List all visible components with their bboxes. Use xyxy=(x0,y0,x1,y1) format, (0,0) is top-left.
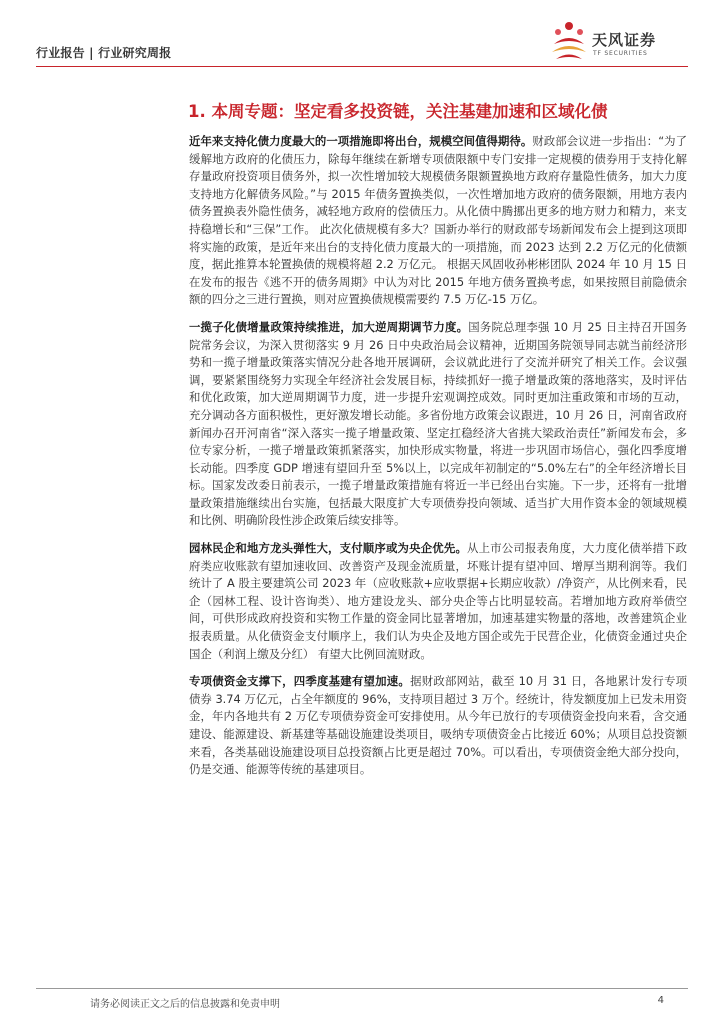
paragraph xyxy=(189,540,687,663)
paragraph-lead: 近年来支持化债力度最大的一项措施即将出台，规模空间值得期待。 xyxy=(189,134,533,148)
report-category: 行业报告 | 行业研究周报 xyxy=(36,46,172,60)
logo-name-en: TF SECURITIES xyxy=(593,50,648,57)
paragraph-lead: 园林民企和地方龙头弹性大，支付顺序或为央企优先。 xyxy=(189,541,468,556)
paragraph-lead: 专项债资金支撑下，四季度基建有望加速。 xyxy=(189,674,411,689)
paragraph xyxy=(189,673,687,779)
paragraph xyxy=(189,133,687,309)
page-number: 4 xyxy=(657,995,664,1006)
paragraph-body: 财政部会议进一步指出：“为了缓解地方政府的化债压力，除每年继续在新增专项债限额中专门安排一定规模的债券用于支持化解存量政府投资项目债务外，拟一次性增加较大规模债务限额置换地方政府存量隐性债务，加大力度支持地方化解债务风险。”与 2015 年债务置换类似，一次性增加地方政府的债务限额，用地方表内债务置换表外隐性债务，减轻地方政府的偿债压力。从化债中腾挪出更多的地方财力和精力，来支持稳增长和“三保”工作。 此次化债规模有多大？国新办举行的财政部专场新闻发布会上提到这项即将实施的政策，是近年来出台的支持化债力度最大的一项措施，而 2023 达到 2.2 万亿元的化债额度，据此推算本轮置换债的规模将超 2.2 万亿元。 根据天风固收孙彬彬团队 2024 年 10 月 15 日在发布的报告《逃不开的债务周期》中认为对比 2015 年地方债务置换考虑，如果按照目前隐债余额的四分之三进行置换，则对应置换债规模需要约 7.5 万亿-15 万亿。 xyxy=(189,134,687,307)
section-title: 1. 本周专题：坚定看多投资链，关注基建加速和区域化债 xyxy=(188,102,608,121)
footer-divider xyxy=(36,988,688,989)
paragraph-body: 据财政部网站，截至 10 月 31 日，各地累计发行专项债券 3.74 万亿元，占全年额度的 96%，支持项目超过 3 万个。经统计，待发额度加上已发未用资金，年内各地共有 2 万亿专项债券资金可安排使用。从今年已放行的专项债资金投向来看，含交通建设、能源建设、新基建等基础设施建设类项目，吸纳专项债资金占比接近 60%；从项目总投资额来看，各类基础设施建设项目总投资额占比更是超过 70%。可以看出，专项债资金绝大部分投向，仍是交通、能源等传统的基建项目。 xyxy=(189,674,687,777)
logo-emblem-icon xyxy=(548,18,590,64)
footer-disclaimer: 请务必阅读正文之后的信息披露和免责申明 xyxy=(90,999,280,1010)
paragraph xyxy=(189,319,687,530)
report-body xyxy=(189,133,687,789)
paragraph-body: 从上市公司报表角度，大力度化债举措下政府类应收账款有望加速收回、改善资产及现金流质量，坏账计提有望冲回、增厚当期利润等。我们统计了 A 股主要建筑公司 2023 年（应收账款+应收票据+长期应收款）/净资产，从比例来看，民企（园林工程、设计咨询类）、地方建设龙头、部分央企等占比明显较高。若增加地方政府举债空间，可供形成政府投资和实物工作量的资金同比显著增加，加速基建实物量的落地，改善建筑企业报表质量。从化债资金支付顺序上，我们认为央企及地方国企或先于民营企业，化债资金通过央企国企（利润上缴及分红） 有望大比例回流财政。 xyxy=(189,541,687,661)
paragraph-lead: 一揽子化债增量政策持续推进，加大逆周期调节力度。 xyxy=(189,319,469,334)
company-logo xyxy=(548,18,688,64)
paragraph-body: 国务院总理李强 10 月 25 日主持召开国务院常务会议，为深入贯彻落实 9 月 26 日中央政治局会议精神，近期国务院领导同志就当前经济形势和一揽子增量政策落实情况分赴各地开展调研，会议就此进行了交流并研究了相关工作。会议强调，要紧紧围绕努力实现全年经济社会发展目标，持续抓好一揽子增量政策的落地落实，及时评估和优化政策，加大逆周期调节力度，进一步提升宏观调控成效。同时更加注重政策和市场的互动，充分调动各方面积极性，更好激发增长动能。多省份地方政策会议跟进，10 月 26 日，河南省政府新闻办召开河南省“深入落实一揽子增量政策、坚定扛稳经济大省挑大梁政治责任”新闻发布会，多位专家分析，一揽子增量政策抓紧落实，加快形成实物量，将进一步巩固市场信心，强化四季度增长动能。四季度 GDP 增速有望回升至 5%以上，以完成年初制定的“5.0%左右”的全年经济增长目标。国家发改委日前表示，一揽子增量政策措施有将近一半已经出台实施。下一步，还将有一批增量政策措施继续出台实施，包括最大限度扩大专项债券投向领域、适当扩大用作资本金的领域规模和比例、明确阶段性涉企政策后续安排等。 xyxy=(189,319,687,528)
logo-name-cn: 天风证券 xyxy=(592,31,657,49)
header-divider xyxy=(36,66,688,67)
